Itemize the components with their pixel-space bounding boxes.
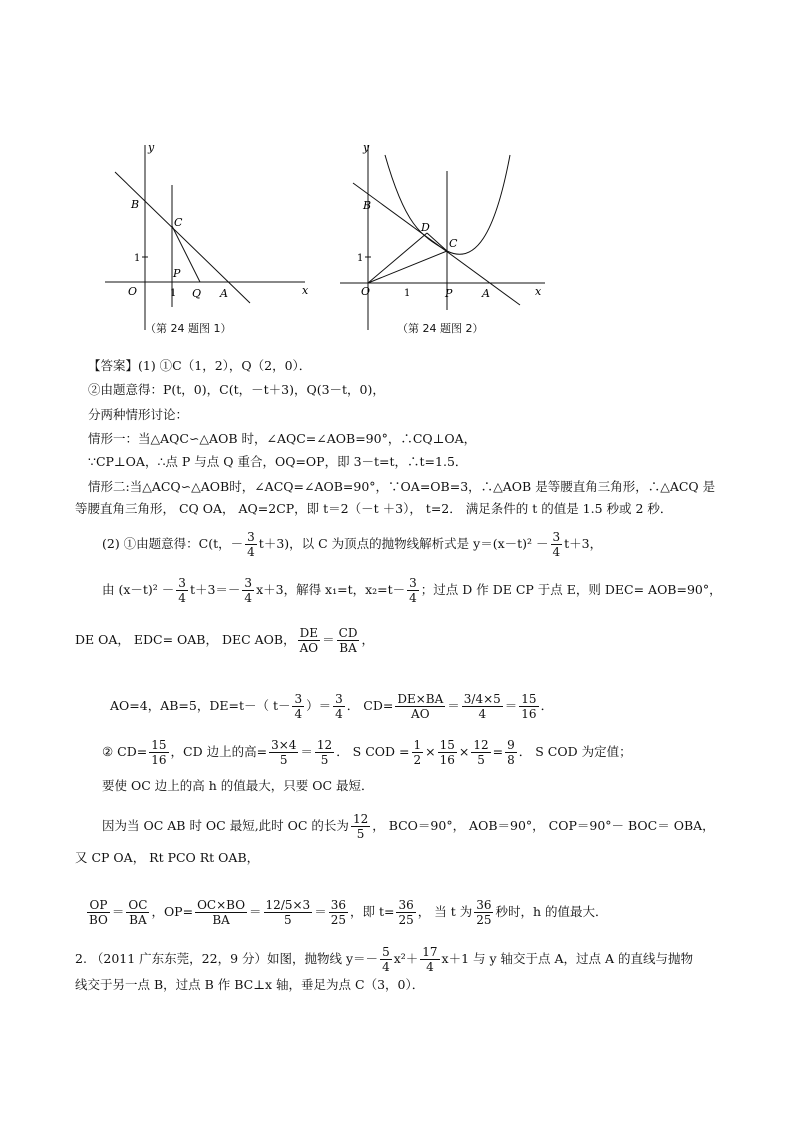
fig1-y: y xyxy=(148,141,155,154)
l16-text-e: ， 当 t 为 xyxy=(417,904,473,919)
l14-text-b: ， BCO＝90°， AOB＝90°， COP＝90°－ BOC＝ OBA， xyxy=(372,818,715,833)
frac-de-ao: $\frac{DE}{AO}$ xyxy=(299,626,319,655)
fig1-one-x: 1 xyxy=(170,288,177,299)
fig1-O: O xyxy=(128,285,138,298)
answer-line-3: 分两种情形讨论： xyxy=(88,407,189,422)
fig1-Q: Q xyxy=(192,287,202,300)
l8-text-a: (2) ①由题意得：C(t，－ xyxy=(102,536,244,551)
frac-1-2: $\frac{1}{2}$ xyxy=(413,738,422,767)
answer-line-16: $\frac{OP}{BO}$ ＝ $\frac{OC}{BA}$ ，OP= $\frac{OC\times BO}{BA}$ ＝ $\frac{12/5\times 3}{5}$ ＝ $\frac{36}{25}$ ，即 t= $\frac{36}{25}$ ， 当 t 为 $\frac{36}{25}$ 秒时，h 的值最大． xyxy=(89,898,608,927)
answer-line-1: 【答案】(1) ①C（1，2），Q（2，0）． xyxy=(88,358,312,373)
frac-34x5-4: $\frac{3/4\times 5}{4}$ xyxy=(463,692,501,721)
answer-line-9 xyxy=(102,576,722,605)
frac-15-16: $\frac{15}{16}$ xyxy=(521,692,537,721)
answer-line-2: ②由题意得：P(t，0)，C(t，－t＋3)，Q(3－t，0)， xyxy=(88,382,385,397)
l11-text-d: ＝ xyxy=(447,698,460,713)
l12-text-a: ② CD= xyxy=(102,744,148,759)
frac-3-4: $\frac{3}{4}$ xyxy=(244,576,253,605)
fig2-P: P xyxy=(445,287,453,300)
fig2-y: y xyxy=(363,141,370,154)
question-2-line-2: 线交于另一点 B，过点 B 作 BC⊥x 轴，垂足为点 C（3，0）． xyxy=(75,977,425,992)
l9-text-d: ；过点 D 作 DE CP 于点 E，则 DEC= AOB=90°， xyxy=(420,582,722,597)
l9-text-c: x＋3，解得 x₁=t，x₂=t－ xyxy=(256,582,406,597)
fig1-P: P xyxy=(173,267,181,280)
l11-text-e: ＝ xyxy=(504,698,518,713)
l12-text-e: × xyxy=(425,744,436,759)
frac-15-16: $\frac{15}{16}$ xyxy=(151,738,167,767)
fig2-B: B xyxy=(363,199,372,212)
frac-3-4: $\frac{3}{4}$ xyxy=(294,692,303,721)
frac-op-bo: $\frac{OP}{BO}$ xyxy=(89,898,108,927)
l8-text-c: t＋3， xyxy=(564,536,603,551)
answer-line-14 xyxy=(102,812,715,841)
l12-text-f: × xyxy=(458,744,470,759)
frac-12-5: $\frac{12}{5}$ xyxy=(316,738,333,767)
l11-text-b: ）＝ xyxy=(306,698,332,713)
l10-text-a: DE OA， EDC= OAB， DEC AOB， xyxy=(75,632,296,647)
l16-text-d: ，即 t= xyxy=(349,904,395,919)
frac-3-4: $\frac{3}{4}$ xyxy=(335,692,343,721)
figure-1 xyxy=(100,135,330,335)
frac-3-4: $\frac{3}{4}$ xyxy=(247,530,255,559)
l16-text-a: ，OP= xyxy=(151,904,194,919)
answer-line-11 xyxy=(110,692,553,721)
frac-de-ba-ao: $\frac{DE\times BA}{AO}$ xyxy=(397,692,444,721)
fig2-A: A xyxy=(482,287,490,300)
l16-text-f: 秒时，h 的值最大． xyxy=(495,904,608,919)
fig2-x: x xyxy=(535,285,542,298)
l17-text-c: x＋1 与 y 轴交于点 A，过点 A 的直线与抛物 xyxy=(441,951,694,966)
fig2-O: O xyxy=(361,285,371,298)
l16-text-c: ＝ xyxy=(314,904,327,919)
figure-1-caption: （第 24 题图 1） xyxy=(145,322,232,335)
frac-15-16: $\frac{15}{16}$ xyxy=(439,738,455,767)
l11-text-c: ． CD= xyxy=(346,698,394,713)
l12-text-b: ，CD 边上的高= xyxy=(170,744,268,759)
answer-line-15: 又 CP OA， Rt PCO Rt OAB， xyxy=(75,850,260,865)
frac-3-4: $\frac{3}{4}$ xyxy=(409,576,417,605)
frac-125x3-5: $\frac{12/5\times 3}{5}$ xyxy=(265,898,311,927)
answer-line-12 xyxy=(102,738,632,767)
frac-36-25: $\frac{36}{25}$ xyxy=(476,898,492,927)
frac-36-25: $\frac{36}{25}$ xyxy=(330,898,346,927)
frac-9-8: $\frac{9}{8}$ xyxy=(507,738,515,767)
fig2-one-x: 1 xyxy=(404,288,411,299)
frac-cd-ba: $\frac{CD}{BA}$ xyxy=(338,626,358,655)
frac-5-4: $\frac{5}{4}$ xyxy=(382,945,390,974)
fig2-D: D xyxy=(421,221,430,234)
answer-line-4: 情形一：当△AQC∽△AOB 时，∠AQC=∠AOB=90°，∴CQ⊥OA， xyxy=(88,431,477,446)
l12-text-c: ＝ xyxy=(300,744,313,759)
l11-text-f: ． xyxy=(540,698,554,713)
fig2-one-y: 1 xyxy=(357,253,364,264)
answer-line-8 xyxy=(102,530,602,559)
answer-line-13: 要使 OC 边上的高 h 的值最大，只要 OC 最短． xyxy=(102,778,374,793)
frac-36-25: $\frac{36}{25}$ xyxy=(398,898,414,927)
fig1-x: x xyxy=(302,284,309,297)
l17-text-a: 2. （2011 广东东莞，22，9 分）如图，抛物线 y＝－ xyxy=(75,951,379,966)
frac-12-5: $\frac{12}{5}$ xyxy=(473,738,489,767)
l16-text-b: ＝ xyxy=(249,904,262,919)
l12-text-d: ． S COD = xyxy=(336,744,410,759)
l12-text-g: = xyxy=(492,744,504,759)
answer-line-5: ∵CP⊥OA，∴点 P 与点 Q 重合，OQ=OP，即 3－t=t，∴t=1.5． xyxy=(88,454,468,469)
answer-line-6: 情形二:当△ACQ∽△AOB时，∠ACQ=∠AOB=90°，∵OA=OB=3，∴△AOB 是等腰直角三角形，∴△ACQ 是 xyxy=(88,479,716,494)
fig1-one-y: 1 xyxy=(134,253,141,264)
frac-3x4-5: $\frac{3\times 4}{5}$ xyxy=(271,738,297,767)
question-2-line-1 xyxy=(75,945,693,974)
fig1-A: A xyxy=(220,287,228,300)
frac-17-4: $\frac{17}{4}$ xyxy=(422,945,438,974)
answer-line-7: 等腰直角三角形， CQ OA， AQ=2CP，即 t＝2（－t ＋3）， t=2． 满足条件的 t 的值是 1.5 秒或 2 秒． xyxy=(75,501,673,516)
fig1-C: C xyxy=(174,216,183,229)
l8-text-b: t＋3)，以 C 为顶点的抛物线解析式是 y＝(x－t)² － xyxy=(258,536,549,551)
figure-2 xyxy=(335,135,565,335)
figure-2-caption: （第 24 题图 2） xyxy=(397,322,484,335)
l9-text-a: 由 (x－t)² － xyxy=(102,582,175,597)
frac-3-4: $\frac{3}{4}$ xyxy=(552,530,561,559)
frac-12-5: $\frac{12}{5}$ xyxy=(352,812,369,841)
l12-text-h: ． S COD 为定值； xyxy=(518,744,632,759)
frac-ocbo-ba: $\frac{OC\times BO}{BA}$ xyxy=(197,898,246,927)
fig1-B: B xyxy=(131,198,140,211)
l14-text-a: 因为当 OC AB 时 OC 最短,此时 OC 的长为 xyxy=(102,818,349,833)
answer-line-10: DE OA， EDC= OAB， DEC AOB， $\frac{DE}{AO}$ ＝ $\frac{CD}{BA}$ ， xyxy=(75,626,374,655)
fig2-C: C xyxy=(449,237,458,250)
l17-text-b: x²＋ xyxy=(393,951,419,966)
l11-text-a: AO=4，AB=5，DE=t－（ t－ xyxy=(110,698,291,713)
l9-text-b: t＋3＝－ xyxy=(189,582,241,597)
frac-oc-ba: $\frac{OC}{BA}$ xyxy=(128,898,148,927)
frac-3-4: $\frac{3}{4}$ xyxy=(178,576,186,605)
